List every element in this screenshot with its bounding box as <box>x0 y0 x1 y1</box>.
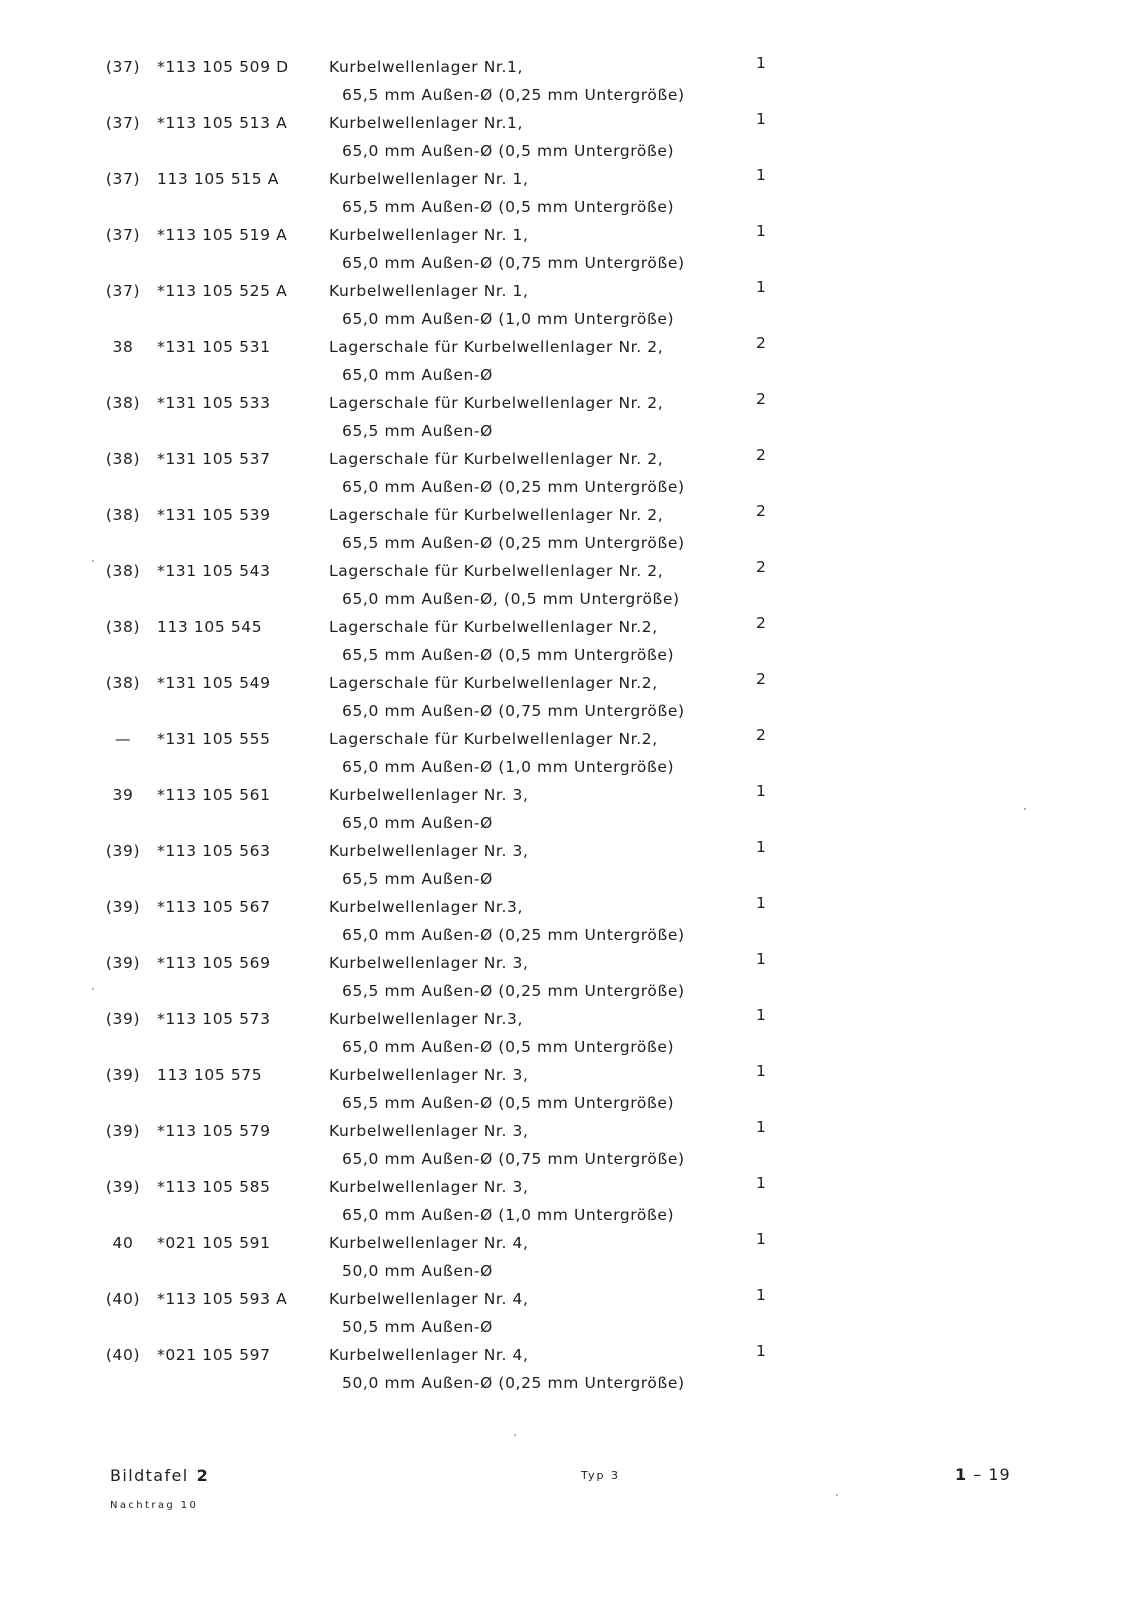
part-quantity: 1 <box>756 54 767 72</box>
part-position: (39) <box>105 1066 141 1084</box>
part-number: *021 105 597 <box>157 1346 271 1364</box>
part-quantity: 1 <box>756 222 767 240</box>
part-number: *113 105 579 <box>157 1122 271 1140</box>
part-number: *113 105 519 A <box>157 226 288 244</box>
part-position: (39) <box>105 1178 141 1196</box>
part-quantity: 1 <box>756 1174 767 1192</box>
part-description-detail: 65,0 mm Außen-Ø (0,25 mm Untergröße) <box>342 926 685 944</box>
part-row <box>0 166 1134 222</box>
scan-speck <box>836 1494 838 1496</box>
part-number: *021 105 591 <box>157 1234 271 1252</box>
part-number: *113 105 525 A <box>157 282 288 300</box>
part-position: (40) <box>105 1290 141 1308</box>
part-quantity: 2 <box>756 558 767 576</box>
part-quantity: 1 <box>756 838 767 856</box>
part-description: Lagerschale für Kurbelwellenlager Nr. 2, <box>329 562 664 580</box>
part-number: *113 105 561 <box>157 786 271 804</box>
part-position: (37) <box>105 282 141 300</box>
scan-speck <box>92 988 94 990</box>
part-description: Kurbelwellenlager Nr. 4, <box>329 1234 529 1252</box>
part-description: Kurbelwellenlager Nr. 4, <box>329 1290 529 1308</box>
part-quantity: 1 <box>756 1342 767 1360</box>
part-quantity: 1 <box>756 278 767 296</box>
part-position: (39) <box>105 1122 141 1140</box>
part-description: Kurbelwellenlager Nr. 3, <box>329 786 529 804</box>
part-number: *131 105 531 <box>157 338 271 356</box>
part-description-detail: 65,0 mm Außen-Ø (0,75 mm Untergröße) <box>342 254 685 272</box>
part-number: *113 105 585 <box>157 1178 271 1196</box>
part-description-detail: 65,0 mm Außen-Ø <box>342 366 493 384</box>
part-row <box>0 1286 1134 1342</box>
part-row <box>0 614 1134 670</box>
part-description: Kurbelwellenlager Nr.1, <box>329 114 523 132</box>
part-description: Kurbelwellenlager Nr. 4, <box>329 1346 529 1364</box>
part-row <box>0 334 1134 390</box>
part-quantity: 1 <box>756 1062 767 1080</box>
part-quantity: 2 <box>756 390 767 408</box>
part-quantity: 1 <box>756 1118 767 1136</box>
part-row <box>0 446 1134 502</box>
parts-list <box>0 54 1134 1398</box>
part-quantity: 2 <box>756 726 767 744</box>
part-description: Lagerschale für Kurbelwellenlager Nr. 2, <box>329 506 664 524</box>
part-quantity: 1 <box>756 1230 767 1248</box>
part-row <box>0 390 1134 446</box>
part-number: *131 105 555 <box>157 730 271 748</box>
part-number: 113 105 575 <box>157 1066 263 1084</box>
part-description-detail: 65,5 mm Außen-Ø (0,5 mm Untergröße) <box>342 198 675 216</box>
part-position: (38) <box>105 506 141 524</box>
part-position: 40 <box>112 1234 134 1252</box>
part-number: *113 105 563 <box>157 842 271 860</box>
part-row <box>0 1342 1134 1398</box>
part-description: Lagerschale für Kurbelwellenlager Nr. 2, <box>329 338 664 356</box>
page-number-main: 1 <box>955 1465 968 1484</box>
part-position: (39) <box>105 842 141 860</box>
part-description-detail: 65,5 mm Außen-Ø (0,25 mm Untergröße) <box>342 982 685 1000</box>
part-quantity: 2 <box>756 334 767 352</box>
part-position: (39) <box>105 1010 141 1028</box>
part-row <box>0 1230 1134 1286</box>
part-number: *131 105 533 <box>157 394 271 412</box>
part-position: (37) <box>105 226 141 244</box>
part-number: *131 105 543 <box>157 562 271 580</box>
part-quantity: 1 <box>756 1286 767 1304</box>
part-quantity: 1 <box>756 894 767 912</box>
part-description-detail: 50,0 mm Außen-Ø (0,25 mm Untergröße) <box>342 1374 685 1392</box>
part-quantity: 2 <box>756 614 767 632</box>
part-description: Kurbelwellenlager Nr.1, <box>329 58 523 76</box>
part-quantity: 2 <box>756 446 767 464</box>
part-description-detail: 65,0 mm Außen-Ø (0,5 mm Untergröße) <box>342 142 675 160</box>
part-description: Lagerschale für Kurbelwellenlager Nr. 2, <box>329 450 664 468</box>
part-quantity: 1 <box>756 1006 767 1024</box>
part-description-detail: 65,0 mm Außen-Ø (1,0 mm Untergröße) <box>342 310 675 328</box>
part-position: (37) <box>105 114 141 132</box>
part-description-detail: 50,0 mm Außen-Ø <box>342 1262 493 1280</box>
part-description: Kurbelwellenlager Nr.3, <box>329 898 523 916</box>
part-position: (39) <box>105 898 141 916</box>
part-description-detail: 65,5 mm Außen-Ø <box>342 422 493 440</box>
part-number: 113 105 515 A <box>157 170 279 188</box>
part-number: *113 105 593 A <box>157 1290 288 1308</box>
part-quantity: 1 <box>756 782 767 800</box>
part-row <box>0 1118 1134 1174</box>
part-description: Kurbelwellenlager Nr. 3, <box>329 842 529 860</box>
type-label: Typ 3 <box>581 1469 620 1482</box>
part-description-detail: 65,0 mm Außen-Ø, (0,5 mm Untergröße) <box>342 590 680 608</box>
part-row <box>0 950 1134 1006</box>
part-number: *131 105 549 <box>157 674 271 692</box>
part-number: 113 105 545 <box>157 618 263 636</box>
part-number: *131 105 537 <box>157 450 271 468</box>
plate-label: Bildtafel <box>110 1466 189 1485</box>
part-description-detail: 65,0 mm Außen-Ø (0,75 mm Untergröße) <box>342 702 685 720</box>
supplement-label: Nachtrag 10 <box>110 1500 199 1511</box>
part-quantity: 1 <box>756 110 767 128</box>
page-number-rest: – 19 <box>973 1465 1011 1484</box>
part-row <box>0 894 1134 950</box>
part-row <box>0 558 1134 614</box>
part-description: Kurbelwellenlager Nr. 1, <box>329 226 529 244</box>
part-position: (39) <box>105 954 141 972</box>
part-description: Kurbelwellenlager Nr. 3, <box>329 954 529 972</box>
part-position: (38) <box>105 450 141 468</box>
part-row <box>0 54 1134 110</box>
part-position: 39 <box>112 786 134 804</box>
part-description: Kurbelwellenlager Nr. 1, <box>329 282 529 300</box>
part-position: (38) <box>105 674 141 692</box>
part-row <box>0 110 1134 166</box>
part-quantity: 1 <box>756 950 767 968</box>
part-number: *113 105 513 A <box>157 114 288 132</box>
part-description: Lagerschale für Kurbelwellenlager Nr. 2, <box>329 394 664 412</box>
part-description: Lagerschale für Kurbelwellenlager Nr.2, <box>329 618 658 636</box>
part-quantity: 2 <box>756 670 767 688</box>
plate-reference <box>110 1466 208 1485</box>
part-description: Kurbelwellenlager Nr. 1, <box>329 170 529 188</box>
part-description-detail: 65,0 mm Außen-Ø (0,75 mm Untergröße) <box>342 1150 685 1168</box>
part-description-detail: 65,5 mm Außen-Ø (0,5 mm Untergröße) <box>342 1094 675 1112</box>
part-description: Kurbelwellenlager Nr. 3, <box>329 1066 529 1084</box>
part-number: *113 105 567 <box>157 898 271 916</box>
part-description-detail: 65,5 mm Außen-Ø (0,5 mm Untergröße) <box>342 646 675 664</box>
part-description-detail: 65,0 mm Außen-Ø (0,5 mm Untergröße) <box>342 1038 675 1056</box>
part-description: Lagerschale für Kurbelwellenlager Nr.2, <box>329 730 658 748</box>
part-position: (38) <box>105 394 141 412</box>
part-description-detail: 65,5 mm Außen-Ø (0,25 mm Untergröße) <box>342 534 685 552</box>
part-quantity: 1 <box>756 166 767 184</box>
part-row <box>0 278 1134 334</box>
part-position: (38) <box>105 562 141 580</box>
plate-number: 2 <box>196 1466 208 1485</box>
part-number: *113 105 509 D <box>157 58 289 76</box>
part-row <box>0 1062 1134 1118</box>
scan-speck <box>514 1434 516 1436</box>
part-description-detail: 50,5 mm Außen-Ø <box>342 1318 493 1336</box>
page-number <box>955 1465 1011 1484</box>
part-number: *131 105 539 <box>157 506 271 524</box>
part-description: Kurbelwellenlager Nr. 3, <box>329 1178 529 1196</box>
part-row <box>0 726 1134 782</box>
part-row <box>0 782 1134 838</box>
part-description-detail: 65,0 mm Außen-Ø (1,0 mm Untergröße) <box>342 758 675 776</box>
part-position: (37) <box>105 170 141 188</box>
scan-speck <box>92 560 94 562</box>
part-row <box>0 1174 1134 1230</box>
part-description: Kurbelwellenlager Nr. 3, <box>329 1122 529 1140</box>
part-row <box>0 1006 1134 1062</box>
part-row <box>0 670 1134 726</box>
part-description: Lagerschale für Kurbelwellenlager Nr.2, <box>329 674 658 692</box>
part-description: Kurbelwellenlager Nr.3, <box>329 1010 523 1028</box>
part-quantity: 2 <box>756 502 767 520</box>
part-description-detail: 65,5 mm Außen-Ø <box>342 870 493 888</box>
scan-speck <box>1024 808 1026 810</box>
part-row <box>0 222 1134 278</box>
part-description-detail: 65,0 mm Außen-Ø (1,0 mm Untergröße) <box>342 1206 675 1224</box>
part-position: (40) <box>105 1346 141 1364</box>
part-description-detail: 65,0 mm Außen-Ø (0,25 mm Untergröße) <box>342 478 685 496</box>
part-row <box>0 502 1134 558</box>
part-position: (38) <box>105 618 141 636</box>
part-description-detail: 65,0 mm Außen-Ø <box>342 814 493 832</box>
part-number: *113 105 573 <box>157 1010 271 1028</box>
part-position: — <box>114 730 132 748</box>
part-position: 38 <box>112 338 134 356</box>
part-row <box>0 838 1134 894</box>
part-number: *113 105 569 <box>157 954 271 972</box>
part-description-detail: 65,5 mm Außen-Ø (0,25 mm Untergröße) <box>342 86 685 104</box>
part-position: (37) <box>105 58 141 76</box>
